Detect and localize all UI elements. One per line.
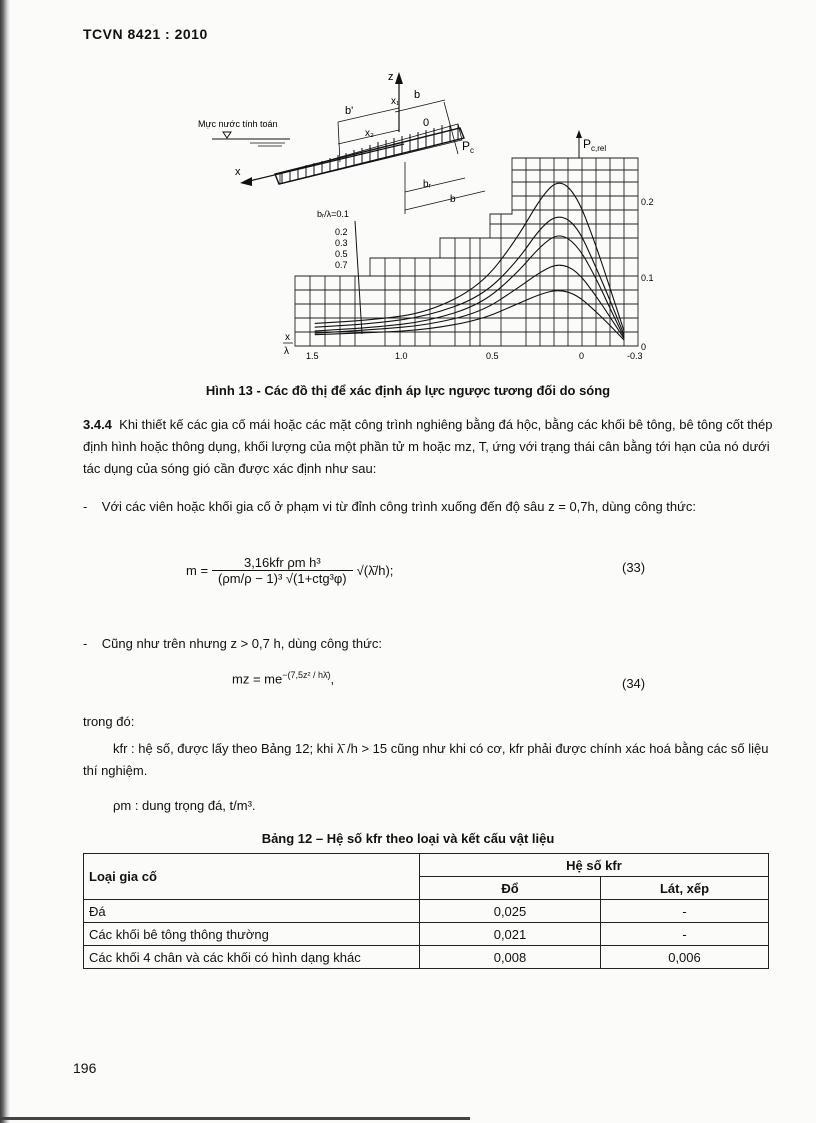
x-tick-4: -0.3 [627, 351, 643, 361]
water-level-label: Mực nước tính toán [198, 119, 278, 129]
table-row [84, 900, 769, 923]
x-tick-0: 1.5 [306, 351, 319, 361]
col-group-header: Hệ số kfr [420, 854, 769, 877]
formula-33-numerator: 3,16kfr ρm h³ [212, 555, 353, 571]
y-tick-2: 0 [641, 342, 647, 352]
table-caption: Bảng 12 – Hệ số kfr theo loại và kết cấu vật liệu [261, 831, 555, 846]
bullet-2: - Cũng như trên nhưng z > 0,7 h, dùng công thức: [83, 636, 382, 651]
formula-34 [232, 670, 334, 686]
section-number: 3.4.4 [83, 417, 112, 432]
water-level-icon [223, 132, 231, 138]
x-tick-1: 1.0 [395, 351, 408, 361]
col-lat-header: Lát, xếp [601, 877, 769, 900]
x2-label: x₂ [365, 128, 374, 139]
table-row [84, 946, 769, 969]
b-prime-label: b' [345, 105, 354, 117]
x-tick-3: 0 [579, 351, 585, 361]
formula-33-denominator: (ρm/ρ − 1)³ √(1+ctg³φ) [218, 571, 347, 586]
cell-lat: - [601, 923, 769, 946]
x-over-lambda-top: x [285, 332, 290, 343]
bullet-1: - Với các viên hoặc khối gia cố ở phạm vi từ đỉnh công trình xuống đến độ sâu z = 0,7h, dùng công thức: [83, 499, 696, 514]
formula-33-number: (33) [622, 560, 646, 575]
cell-do: 0,025 [420, 900, 601, 923]
col-type-header: Loại gia cố [84, 854, 420, 900]
origin-label: 0 [423, 117, 430, 129]
formula-33 [185, 555, 394, 586]
ratio-label-4: 0.7 [335, 260, 348, 270]
rho-definition: ρm : dung trọng đá, t/m³. [113, 798, 256, 813]
scan-edge-shadow [0, 0, 10, 1123]
page-number: 196 [73, 1060, 97, 1076]
section-intro [83, 414, 773, 480]
kfr-table [83, 853, 769, 969]
z-arrow-icon [395, 72, 403, 84]
formula-33-root: √(λ̄/h); [356, 563, 394, 578]
table-row [84, 923, 769, 946]
cell-type: Các khối 4 chân và các khối có hình dạng khác [84, 946, 420, 969]
x-axis-label: x [235, 166, 241, 178]
formula-34-tail: , [330, 671, 335, 687]
b-lower-label: b [450, 194, 456, 205]
cell-do: 0,008 [420, 946, 601, 969]
ratio-label-1: 0.2 [335, 227, 348, 237]
cell-lat: 0,006 [601, 946, 769, 969]
ratio-label-0: bᵣ/λ=0.1 [317, 209, 349, 219]
cell-do: 0,021 [420, 923, 601, 946]
bf-lower-label: bᵣ [423, 179, 431, 190]
x-arrow-icon [240, 177, 252, 186]
formula-34-exponent: −(7,5z² / hλ̄) [282, 670, 331, 680]
section-intro-text: Khi thiết kế các gia cố mái hoặc các mặt công trình nghiêng bằng đá hộc, bằng các khối bê tông, bê tông cốt thép định hình hoặc thông dụng, khối lượng của một phần tử m hoặc mz, T, ứng với trạng thái cân bằng tới hạn của nó dưới tác dụng của sóng gió cần được xác định như sau: [83, 417, 773, 476]
pc-label: $P_c$ [462, 139, 475, 155]
pcrel-arrow-icon [576, 130, 582, 138]
formula-34-number: (34) [622, 676, 646, 691]
where-label: trong đó: [83, 714, 135, 729]
pcrel-label: $P_{c,rel}$ [583, 137, 607, 153]
z-axis-label: z [388, 71, 394, 83]
x-over-lambda-bot: λ [284, 346, 289, 357]
wave-pressure-figure [190, 62, 660, 372]
formula-34-lhs: mz = me [232, 671, 283, 687]
y-tick-0: 0.2 [641, 197, 654, 207]
y-tick-1: 0.1 [641, 273, 654, 283]
standard-header: TCVN 8421 : 2010 [83, 26, 208, 42]
kfr-definition: kfr : hệ số, được lấy theo Bảng 12; khi λ̄ /h > 15 cũng như khi có cơ, kfr phải được chính xác hoá bằng các số liệu thí nghiệm. [83, 741, 769, 778]
x-axis [245, 144, 404, 182]
bf-label: b [414, 89, 421, 101]
formula-33-lhs: m = [186, 563, 209, 578]
cell-type: Các khối bê tông thông thường [84, 923, 420, 946]
bullet-2-text: Cũng như trên nhưng z > 0,7 h, dùng công thức: [101, 636, 382, 651]
bottom-rule [0, 1117, 470, 1120]
curve-series-0 [315, 183, 624, 331]
x1-label: x₁ [391, 96, 400, 107]
bullet-1-text: Với các viên hoặc khối gia cố ở phạm vi từ đỉnh công trình xuống đến độ sâu z = 0,7h, dùng công thức: [101, 499, 696, 514]
col-do-header: Đổ [420, 877, 601, 900]
ratio-label-2: 0.3 [335, 238, 348, 248]
cell-type: Đá [84, 900, 420, 923]
ratio-label-3: 0.5 [335, 249, 348, 259]
x-tick-2: 0.5 [486, 351, 499, 361]
figure-caption: Hình 13 - Các đồ thị để xác định áp lực ngược tương đối do sóng [205, 383, 611, 398]
cell-lat: - [601, 900, 769, 923]
